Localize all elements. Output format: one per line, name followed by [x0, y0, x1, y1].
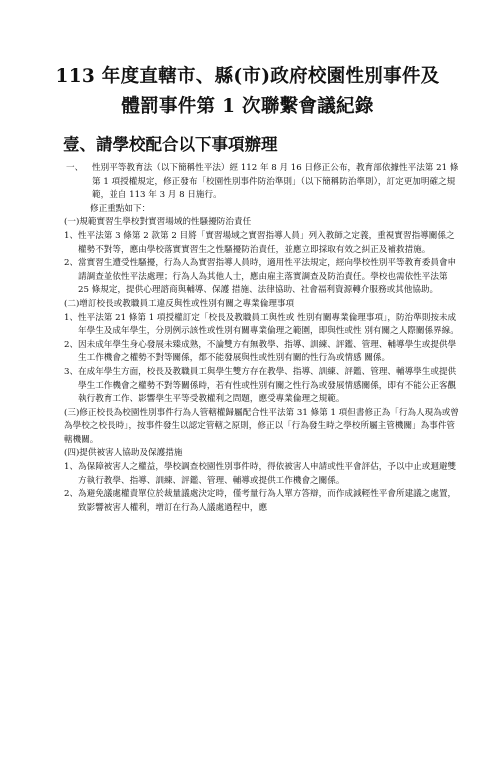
- subsection-4-item-2-text: 為避免議處權責單位於裁量議處決定時，僅考量行為人單方答辯，而作成減輕性平會所建議之處置，致影響被害人權利，增訂在行為人議處過程中，應: [78, 489, 457, 513]
- subsection-1-item-1: [64, 230, 459, 257]
- subsection-4-item-1-text: 為保障被害人之權益，學校調查校園性別事件時，得依被害人申請或性平會評估，予以中止或迴避雙方執行教學、指導、訓練、評鑑、管理、輔導或提供工作機會之關係。: [78, 462, 457, 486]
- subsection-2-item-2-text: 因未成年學生身心發展未臻成熟，不論雙方有無教學、指導、訓練、評鑑、管理、輔導學生或提供學生工作機會之權勢不對等關係，都不能發展與性或性別有關的性行為或情感 關係。: [78, 339, 457, 364]
- document-title-line-2: 體罰事件第 1 次聯繫會議紀錄: [121, 96, 374, 117]
- item-1: [66, 162, 459, 203]
- subsection-2-item-1-text: 性平法第 21 條第 1 項授權訂定「校長及教職員工與性或 性別有關專業倫理事項」，防治準則按未成年學生及成年學生，分別例示該性或性別有關專業倫理之範圍，即與性或性 別有關之人際關係界線。: [78, 312, 459, 337]
- subsection-2-item-3-text: 在成年學生方面，校長及教職員工與學生雙方存在教學、指導、訓練、評鑑、管理、輔導學生或提供學生工作機會之權勢不對等關係時，若有性或性別有關之性行為或發展情感關係，即有不能公正客觀執行教育工作、影響學生平等受教權利之問題，應受專業倫理之規範。: [78, 366, 457, 405]
- subsection-4-item-1-number: 1、: [64, 462, 79, 473]
- subsection-4-item-2: [64, 488, 459, 515]
- subsection-2-item-1: [64, 312, 459, 339]
- document-page: [0, 62, 495, 762]
- document-title-line-1: 113 年度直轄市、縣(市)政府校園性別事件及: [55, 66, 440, 87]
- subsection-4-item-2-number: 2、: [64, 489, 79, 500]
- subsection-1-heading: (一)規範實習生學校對實習場域的性騷擾防治責任: [64, 217, 252, 228]
- item-1-text: 性別平等教育法（以下簡稱性平法）經 112 年 8 月 16 日修正公布，教育部依據性平法第 21 條第 1 項授權規定，修正發布「校園性別事件防治準則」（以下簡稱防治準則），訂定更加明確之規範，並自 113 年 3 月 8 日施行。: [92, 163, 459, 201]
- subsection-1-item-2-text: 當實習生遭受性騷擾，行為人為實習指導人員時，適用性平法規定，經向學校性別平等教育委員會申請調查並依性平法處理；行為人為其他人士，應由雇主落實調查及防治責任。學校也需依性平法第 25 條規定，提供心理諮商與輔導、保護 措施、法律協助、社會福利資源轉介服務或其他協助。: [78, 258, 457, 296]
- section-heading: 壹、請學校配合以下事項辦理: [63, 135, 278, 154]
- subsection-2-item-1-number: 1、: [64, 312, 79, 323]
- subsection-2-item-3: [64, 366, 459, 407]
- item-1-number: 一、: [66, 163, 84, 173]
- subsection-2-item-2: [64, 339, 459, 366]
- subsection-1-item-2: [64, 257, 459, 298]
- subsection-4-heading: (四)提供被害人協助及保護措施: [64, 448, 183, 459]
- subsection-1-item-1-text: 性平法第 3 條第 2 款第 2 目將「實習場域之實習指導人員」列入教師之定義，重視實習指導關係之權勢不對等，應由學校落實實習生之性騷擾防治責任，並應立即採取有效之糾正及補救措施。: [78, 230, 455, 255]
- item-1-focus-line: 修正重點如下：: [90, 203, 151, 214]
- subsection-1-item-1-number: 1、: [64, 230, 79, 241]
- subsection-2-heading: (二)增訂校長或教職員工違反與性或性別有關之專業倫理事項: [64, 298, 295, 309]
- subsection-2-item-3-number: 3、: [64, 366, 79, 377]
- subsection-2-item-2-number: 2、: [64, 339, 79, 350]
- subsection-3-heading: (三)修正校長為校園性別事件行為人管轄權歸屬配合性平法第 31 條第 1 項但書修正為「行為人現為或曾為學校之校長時」，按事件發生以認定管轄之原則，修正以「行為發生時之學校所屬主管機關」為事件管轄機關。: [64, 407, 459, 445]
- document-body: [36, 162, 459, 515]
- subsection-1-item-2-number: 2、: [64, 258, 79, 269]
- subsection-4-item-1: [64, 461, 459, 488]
